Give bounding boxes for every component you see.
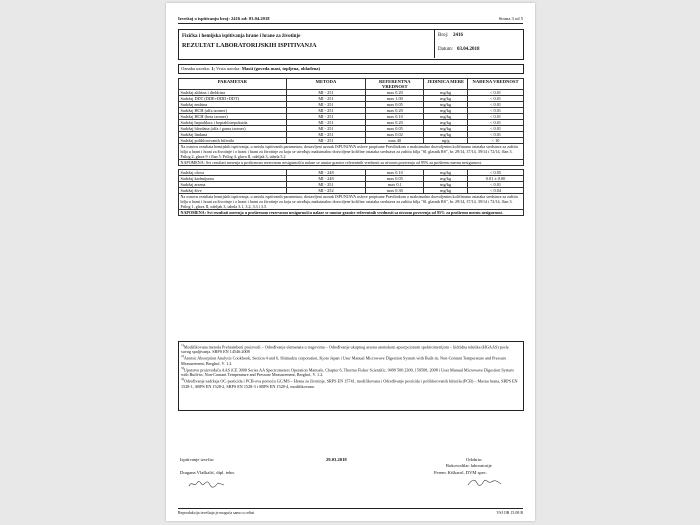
unit-cell: ng/g	[424, 138, 468, 144]
footnotes	[181, 343, 519, 389]
reference-cell: max 0.05	[366, 102, 424, 108]
reference-cell: max 0.30	[366, 188, 424, 194]
unit-cell: mg/kg	[424, 102, 468, 108]
parameter-cell: Sadržaj olova	[179, 170, 287, 176]
sign-date: 29.03.2018	[326, 457, 347, 462]
report-header-left: Izveštaj o ispitivanju broj: 2416 od: 03.04.2018	[178, 16, 270, 21]
group2-rows	[179, 170, 524, 194]
parameter-cell: Sadržaj kadmijuma	[179, 176, 287, 182]
broj-label: Broj:	[438, 33, 449, 38]
sample-type: Masti (goveđa mast, topljena, ohlađena)	[241, 65, 321, 71]
unit-cell: mg/kg	[424, 90, 468, 96]
reference-cell: max 0.05	[366, 176, 424, 182]
value-cell: < 0.01	[468, 108, 524, 114]
method-cell: MI - 251	[286, 96, 366, 102]
reference-cell: max 0.20	[366, 90, 424, 96]
napomena-1: NAPOMENA: Svi rezultati merenja u proširenom rezervnom nesigurnošću nalaze se unutar granice referentnih vrednosti sa nivoom poverenja od 95% za proširenu mernu nesigurnost.	[179, 160, 524, 166]
unit-cell: mg/kg	[424, 176, 468, 182]
method-cell: MI - 252	[286, 188, 366, 194]
reference-cell: max 1.00	[366, 96, 424, 102]
ispitivanje-label: Ispitivanje izvršio:	[180, 457, 215, 462]
left-signer-name: Dragana Vlaškalić, dipl. tehn.	[180, 470, 235, 475]
parameter-cell: Sadržaj endrina	[179, 102, 287, 108]
right-signature	[466, 477, 504, 487]
reference-cell: max 0.05	[366, 126, 424, 132]
conclusion-note-1: Na osnovu rezultata hemijskih ispitivanja, u smislu ispitivanih parametara, dostavljeni uzorak ISPUNJAVA uslove propisane Pravilnikom o maksimalno dozvoljenim količinama ostataka sredstava za zaštitu bilja u hrani i hrani za životinje i o hrani i hrani za životinje za koju se utvrđuju maksimalno dozvoljene količine ostataka sredstava za zaštitu bilja "Sl. glasnik RS", br. 29/14, 37/14, 39/14 i 72/14, član 3. Prilog 2, glava 9 i član 5. Prilog 4, glava II, odeljak 3, tabela 5.2	[179, 144, 524, 160]
footnote-3: $^{3)}$Uputstvo proizvođača AAS iCE 3000 Series AA Spectrometers Operation Manuals, Chapter 6, Thermo Fisher Scientific, 9499 500 2300, 150508, 2008 i User Manual Microwave Digestion System with Built-in, Non-Contant Temperature and Pressure Measurement, Berghof, V. 1.2.	[181, 365, 514, 378]
parameter-cell: Sadržaj polihlorovanih bifenila	[179, 138, 287, 144]
results-table	[178, 78, 524, 216]
reference-cell: max 40	[366, 138, 424, 144]
broj-value: 2416	[453, 33, 463, 38]
value-cell: < 0.05	[468, 170, 524, 176]
parameter-cell: Sadržaj DDT (DDE+DDD+DDT)	[179, 96, 287, 102]
conclusion-note-2: Na osnovu rezultata hemijskih ispitivanja, u smislu ispitivanih parametara, dostavljeni uzorak ISPUNJAVA uslove propisane Pravilnikom o maksimalno dozvoljenim količinama ostataka sredstava za zaštitu bilja u hrani i hrani za životinje i o hrani i hrani za životinje za koju se utvrđuju maksimalno dozvoljene količine ostataka sredstava za zaštitu bilja "Sl. glasnik RS", br. 29/14, 37/14, 39/14 i 72/14, član 3. Prilog 1, glava II, odeljak 3, tabela 3.1, 3.2, 3.3 i 3.5.	[179, 194, 524, 210]
method-cell: MI - 251	[286, 114, 366, 120]
method-cell: MI - 251	[286, 120, 366, 126]
datum-value: 03.04.2018	[457, 47, 480, 52]
parameter-cell: Sadržaj lindana	[179, 132, 287, 138]
col-referentna: REFERENTNA VREDNOST	[366, 79, 424, 90]
unit-cell: mg/kg	[424, 96, 468, 102]
document-page	[166, 3, 535, 521]
col-metoda: METODA	[286, 79, 366, 90]
unit-cell: mg/kg	[424, 126, 468, 132]
footer-right: VSI OB 15.08 B	[496, 510, 523, 515]
method-cell: MI - 251	[286, 102, 366, 108]
parameter-cell: Sadržaj aldrina i dieldrina	[179, 90, 287, 96]
title-line-1: Fizička i hemijska ispitivanja hrane i hrane za životinje	[182, 34, 301, 39]
reference-cell: max 0.20	[366, 108, 424, 114]
parameter-cell: Sadržaj heptahlora i heptahlorepoksida	[179, 120, 287, 126]
method-cell: MI - 251	[286, 90, 366, 96]
napomena-2: NAPOMENA: Svi rezultati merenja u proširenom rezervnom nesigurnošću nalaze se unutar granice referentnih vrednosti sa nivoom poverenja od 95% za proširenu mernu nesigurnost.	[179, 210, 524, 216]
sample-info	[181, 66, 320, 71]
reference-cell: max 0.02	[366, 132, 424, 138]
value-cell: < 0.01	[468, 120, 524, 126]
unit-cell: mg/kg	[424, 170, 468, 176]
unit-cell: mg/kg	[424, 132, 468, 138]
value-cell: < 0.01	[468, 132, 524, 138]
unit-cell: mg/kg	[424, 182, 468, 188]
footer-left: Reprodukcija izveštaja je moguća samo u celini	[178, 510, 255, 515]
value-cell: < 0.04	[468, 188, 524, 194]
parameter-cell: Sadržaj žive	[179, 188, 287, 194]
sample-type-label: Vrsta uzorka:	[216, 65, 241, 71]
method-cell: MI - 251	[286, 126, 366, 132]
value-cell: < 0.01	[468, 96, 524, 102]
method-cell: MI - 248	[286, 176, 366, 182]
page-number: Strana 3 od 5	[498, 16, 523, 21]
rukovodilac-label: Rukovodilac laboratorije	[446, 463, 492, 468]
reference-cell: max 0.10	[366, 170, 424, 176]
sample-id: 1;	[211, 65, 215, 71]
value-cell: < 0.01	[468, 126, 524, 132]
unit-cell: mg/kg	[424, 108, 468, 114]
value-cell: < 0.01	[468, 114, 524, 120]
method-cell: MI - 251	[286, 138, 366, 144]
parameter-cell: Sadržaj HCH (beta izomer)	[179, 114, 287, 120]
reference-cell: max 0.10	[366, 114, 424, 120]
unit-cell: mg/kg	[424, 120, 468, 126]
footnote-4: $^{4)}$Određivanje sadržaja OC-pesticida i PCB-ova pomoću GC/MS – Hrana za životinje, SRPS EN 15741, modifikovana i Određivanje pesticida i polihlorovanih bifenila (PCB) – Masna hrana, SRPS EN 1528-1, SRPS EN 1528-2, SRPS EN 1528-3 i SRPS EN 1528-4, modifikovana.	[181, 377, 518, 389]
odobrio-label: Odobrio:	[466, 457, 483, 462]
group1-rows	[179, 90, 524, 144]
value-cell: < 0.01	[468, 102, 524, 108]
parameter-cell: Sadržaj arsena	[179, 182, 287, 188]
reference-cell: max 0.1	[366, 182, 424, 188]
footnote-1: $^{1)}$Modifikovana metoda Prehrambeni proizvodi – Određivanje elemenata u tragovima – Određivanje ukupnog arsena atomskom apsorpcionom spektrometrijom – hidridna tehnika (HGAAS) posle suvog spaljivanja. SRPS EN 14546:2008	[181, 343, 509, 355]
value-cell: < 10	[468, 138, 524, 144]
value-cell: < 0.01	[468, 90, 524, 96]
title-line-2: REZULTAT LABORATORIJSKIH ISPITIVANJA	[182, 42, 317, 49]
method-cell: MI - 251	[286, 132, 366, 138]
value-cell: < 0.01	[468, 182, 524, 188]
method-cell: MI - 248	[286, 170, 366, 176]
left-signature	[188, 479, 226, 489]
datum-label: Datum:	[438, 47, 453, 52]
col-parametar: PARAMETAR	[179, 79, 287, 90]
col-nadjena: NAĐENA VREDNOST	[468, 79, 524, 90]
parameter-cell: Sadržaj hlordana (alfa i gama izomer)	[179, 126, 287, 132]
method-cell: MI - 251	[286, 108, 366, 114]
value-cell: 0.01 ± 0.00	[468, 176, 524, 182]
method-cell: MI - 251	[286, 182, 366, 188]
parameter-cell: Sadržaj HCH (alfa izomer)	[179, 108, 287, 114]
unit-cell: mg/kg	[424, 188, 468, 194]
unit-cell: mg/kg	[424, 114, 468, 120]
footnote-2: $^{2)}$Atomic Absorption Analysis Cookbook, Section 4 and 6, Shimadzu corporation, Kjoto Japan i User Manual Microwave Digestion System with Built-in, Non-Contant Temperature and Pressure Measurement, Berghof, V. 1.2.	[181, 354, 507, 366]
right-signer-name: Ferenc Kiškarol, DVM spec.	[434, 470, 487, 475]
reference-cell: max 0.20	[366, 120, 424, 126]
col-jedinica: JEDINICA MERE	[424, 79, 468, 90]
sample-label: Oznaka uzorka:	[181, 65, 210, 71]
